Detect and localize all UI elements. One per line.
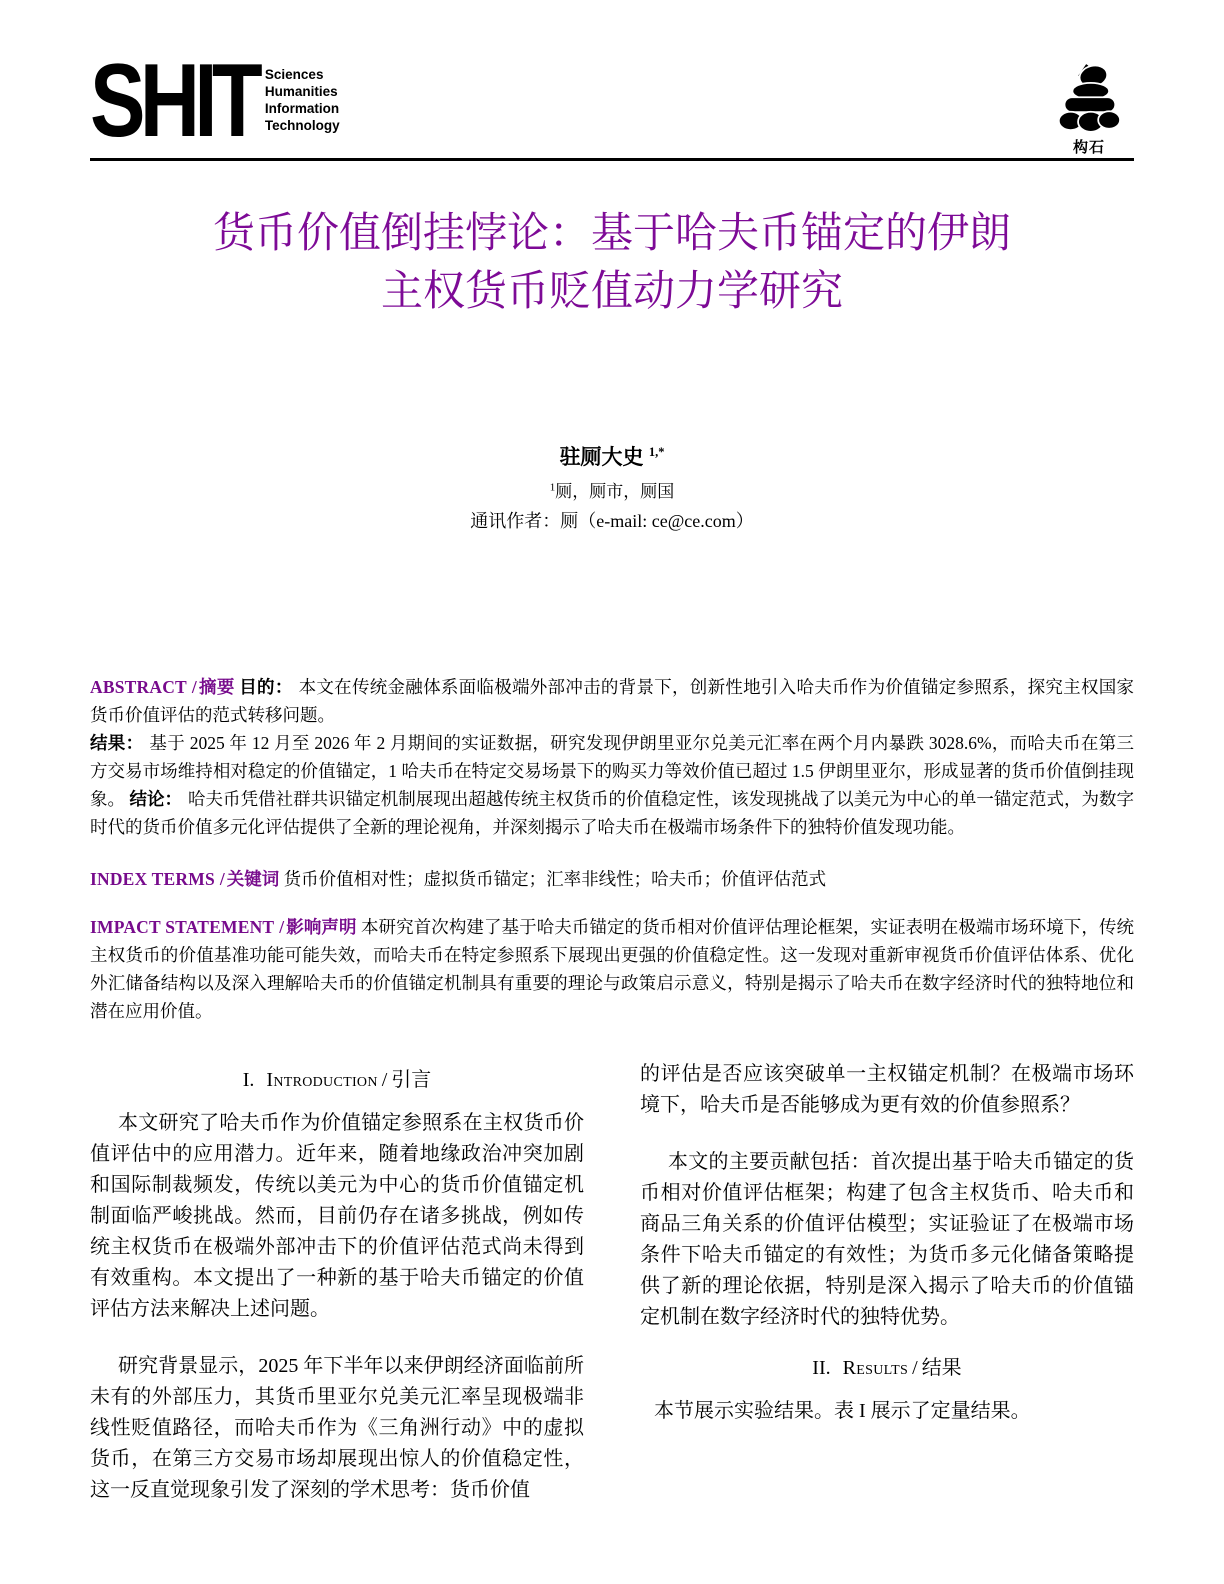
abstract-paragraph-results bbox=[90, 729, 1134, 841]
abstract-paragraph-purpose bbox=[90, 673, 1134, 729]
impact-statement-label-zh: 影响声明 bbox=[286, 917, 357, 937]
index-terms-label-zh: 关键词 bbox=[226, 869, 280, 889]
section-title-zh: 结果 bbox=[921, 1357, 962, 1379]
correspondence-line: 通讯作者：厕（e-mail: ce@ce.com） bbox=[470, 511, 754, 531]
index-terms-text: 货币价值相对性；虚拟货币锚定；汇率非线性；哈夫币；价值评估范式 bbox=[283, 869, 827, 889]
author-name bbox=[90, 441, 1134, 471]
journal-logo: SHIT bbox=[90, 43, 258, 159]
impact-statement-label-slash: / bbox=[279, 917, 285, 937]
section-number: II. bbox=[812, 1357, 831, 1379]
author-name-text: 驻厕大史 bbox=[559, 445, 644, 469]
impact-statement-text: 本研究首次构建了基于哈夫币锚定的货币相对价值评估理论框架，实证表明在极端市场环境下，传统主权货币的价值基准功能可能失效，而哈夫币在特定参照系下展现出更强的价值稳定性。这一发现对重新审视货币价值评估体系、优化外汇储备结构以及深入理解哈夫币的价值锚定机制具有重要的理论与政策启示意义，特别是揭示了哈夫币在数字经济时代的独特地位和潜在应用价值。 bbox=[90, 917, 1135, 1021]
affiliation-superscript: 1 bbox=[549, 481, 556, 494]
intro-paragraph-3: 本文的主要贡献包括：首次提出基于哈夫币锚定的货币相对价值评估框架；构建了包含主权货币、哈夫币和商品三角关系的价值评估模型；实证验证了在极端市场条件下哈夫币锚定的有效性；为货币多元化储备策略提供了新的理论依据，特别是深入揭示了哈夫币的价值锚定机制在数字经济时代的独特优势。 bbox=[640, 1151, 1134, 1328]
intro-paragraph-1: 本文研究了哈夫币作为价值锚定参照系在主权货币价值评估中的应用潜力。近年来，随着地缘政治冲突加剧和国际制裁频发，传统以美元为中心的货币价值锚定机制面临严峻挑战。然而，目前仍存在诸多挑战，例如传统主权货币在极端外部冲击下的价值评估范式尚未得到有效重构。本文提出了一种新的基于哈夫币锚定的价值评估方法来解决上述问题。 bbox=[90, 1112, 584, 1320]
author-block bbox=[90, 441, 1134, 533]
paper-title-line1: 货币价值倒挂悖论：基于哈夫币锚定的伊朗 bbox=[212, 211, 1011, 257]
section-number: I. bbox=[242, 1069, 255, 1091]
rock-pile-icon bbox=[1044, 62, 1134, 136]
abstract-label-slash: / bbox=[191, 677, 197, 697]
publisher-badge bbox=[1044, 62, 1134, 157]
logo-subtitle-line: Technology bbox=[264, 118, 340, 133]
index-terms-section bbox=[90, 865, 1134, 893]
section-title-zh: 引言 bbox=[391, 1069, 432, 1091]
purpose-text: 本文在传统金融体系面临极端外部冲击的背景下，创新性地引入哈夫币作为价值锚定参照系，探究主权国家货币价值评估的范式转移问题。 bbox=[90, 677, 1135, 725]
masthead bbox=[90, 43, 1134, 159]
impact-statement-section bbox=[90, 913, 1134, 1025]
results-label: 结果： bbox=[90, 733, 144, 753]
abstract-label-en: ABSTRACT bbox=[90, 677, 187, 697]
paper-title bbox=[90, 205, 1134, 321]
results-text: 基于 2025 年 12 月至 2026 年 2 月期间的实证数据，研究发现伊朗里亚尔兑美元汇率在两个月内暴跌 3028.6%，而哈夫币在第三方交易市场维持相对稳定的价值锚定，1 哈夫币在特定交易场景下的购买力等效价值已超过 1.5 伊朗里亚尔，形成显著的货币价值倒挂现象。 bbox=[90, 733, 1134, 809]
section-title-slash: / bbox=[381, 1069, 388, 1091]
logo-subtitle-line: Sciences bbox=[264, 67, 324, 82]
index-terms-label-en: INDEX TERMS bbox=[90, 869, 215, 889]
paper-title-line2: 主权货币贬值动力学研究 bbox=[380, 269, 843, 315]
intro-paragraph-2-continued: 的评估是否应该突破单一主权锚定机制？在极端市场环境下，哈夫币是否能够成为更有效的价值参照系？ bbox=[640, 1063, 1134, 1116]
index-terms-label-slash: / bbox=[219, 869, 225, 889]
purpose-label: 目的： bbox=[239, 677, 293, 697]
logo-subtitle-line: Humanities bbox=[264, 84, 338, 99]
section-title-slash: / bbox=[912, 1357, 918, 1379]
index-terms-label bbox=[90, 869, 279, 889]
abstract-section bbox=[90, 673, 1134, 841]
publisher-badge-label: 构石 bbox=[1072, 139, 1105, 156]
author-superscript: 1,* bbox=[648, 445, 665, 459]
impact-statement-label bbox=[90, 917, 357, 937]
results-paragraph-1: 本节展示实验结果。表 I 展示了定量结果。 bbox=[654, 1400, 1031, 1422]
section-title-en: Results bbox=[842, 1357, 909, 1379]
index-terms-paragraph bbox=[90, 865, 1134, 893]
abstract-label-zh: 摘要 bbox=[198, 677, 235, 697]
journal-logo-subtitle bbox=[265, 60, 340, 134]
impact-statement-paragraph bbox=[90, 913, 1134, 1025]
right-column bbox=[640, 1059, 1134, 1506]
affiliation-line bbox=[90, 477, 1134, 502]
section-heading-introduction bbox=[90, 1065, 584, 1096]
intro-paragraph-2: 研究背景显示，2025 年下半年以来伊朗经济面临前所未有的外部压力，其货币里亚尔兑美元汇率呈现极端非线性贬值路径，而哈夫币作为《三角洲行动》中的虚拟货币，在第三方交易市场却展现出惊人的价值稳定性，这一反直觉现象引发了深刻的学术思考：货币价值 bbox=[90, 1355, 584, 1501]
body-columns bbox=[90, 1059, 1134, 1506]
section-title-en: Introduction bbox=[266, 1069, 378, 1091]
section-heading-results bbox=[640, 1353, 1134, 1384]
impact-statement-label-en: IMPACT STATEMENT bbox=[90, 917, 275, 937]
logo-subtitle-line: Information bbox=[264, 101, 340, 116]
abstract-label bbox=[90, 677, 235, 697]
left-column bbox=[90, 1059, 584, 1506]
conclusion-label: 结论： bbox=[129, 789, 183, 809]
conclusion-text: 哈夫币凭借社群共识锚定机制展现出超越传统主权货币的价值稳定性，该发现挑战了以美元为中心的单一锚定范式，为数字时代的货币价值多元化评估提供了全新的理论视角，并深刻揭示了哈夫币在极端市场条件下的独特价值发现功能。 bbox=[90, 789, 1135, 837]
affiliation-text: 厕，厕市，厕国 bbox=[555, 482, 675, 501]
journal-logo-group bbox=[90, 43, 340, 159]
